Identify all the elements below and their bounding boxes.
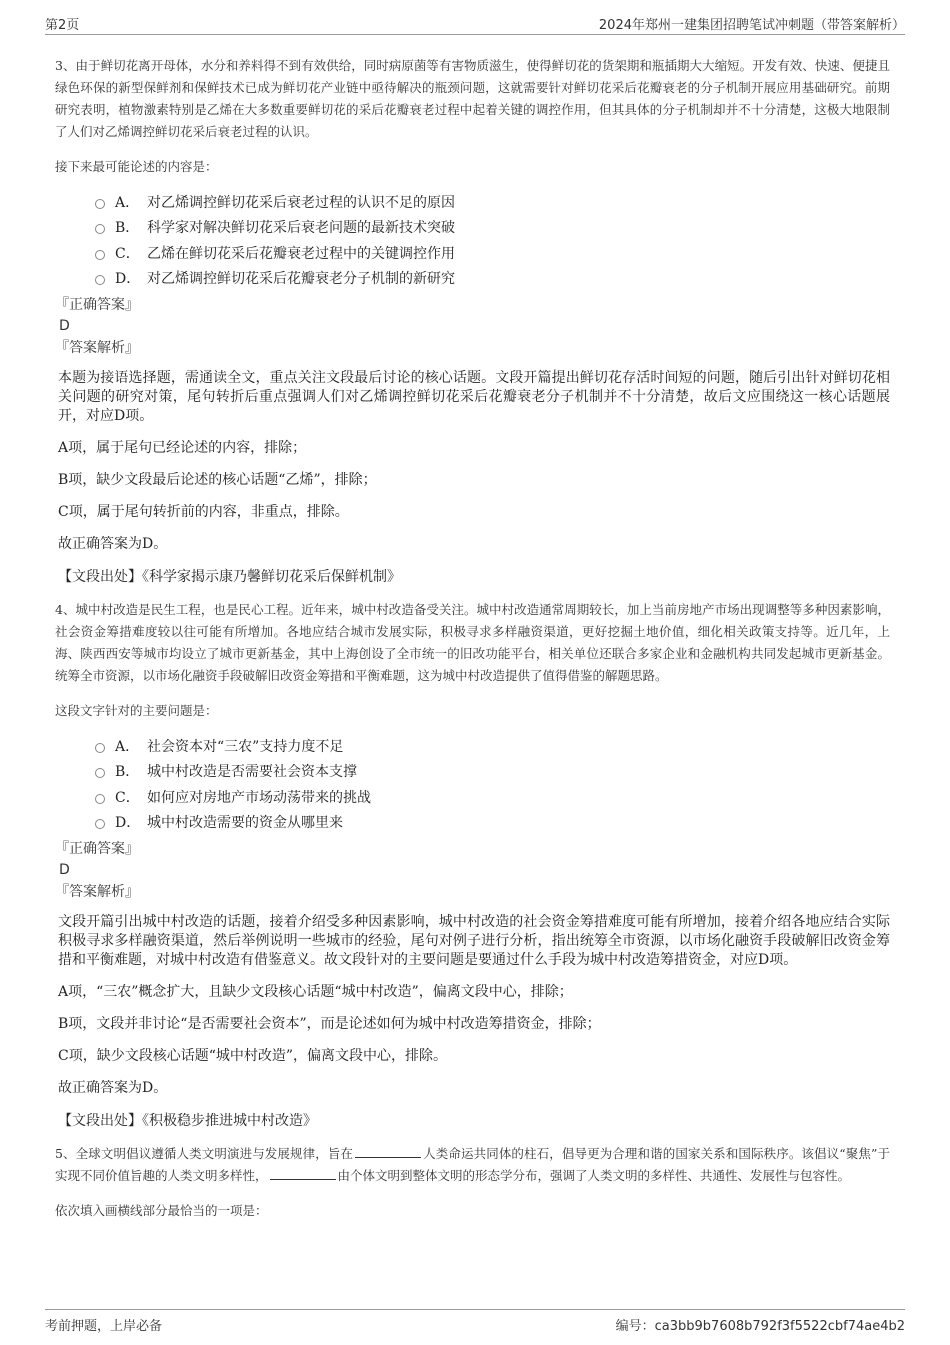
- option-a[interactable]: A． 对乙烯调控鲜切花采后衰老过程的认识不足的原因: [95, 189, 890, 215]
- analysis-paragraph: B项，缺少文段最后论述的核心话题“乙烯”，排除；: [58, 472, 377, 488]
- analysis-paragraph: B项，文段并非讨论“是否需要社会资本”，而是论述如何为城中村改造筹措资金，排除；: [58, 1016, 601, 1032]
- fill-blank-2: [270, 1165, 336, 1180]
- answer-analysis: [55, 369, 890, 554]
- analysis-paragraph: 本题为接语选择题，需通读全文，重点关注文段最后讨论的核心话题。文段开篇提出鲜切花存活时间短的问题，随后引出针对鲜切花相关问题的研究对策，尾句转折后重点强调人们对乙烯调控鲜切花采后花瓣衰老分子机制并不十分清楚，故后文应围绕这一核心话题展开，对应D项。: [58, 370, 890, 424]
- fill-blank-1: [355, 1143, 421, 1158]
- radio-icon[interactable]: [95, 275, 105, 285]
- question-stem: 5、全球文明倡议遵循人类文明演进与发展规律，旨在 人类命运共同体的柱石，倡导更为合理和谐的国家关系和国际秩序。该倡议“聚焦”于实现不同价值旨趣的人类文明多样性， 由个体文明到整体文明的形态学分布，强调了人类文明的多样性、共通性、发展性与包容性。: [55, 1143, 890, 1187]
- option-a[interactable]: A． 社会资本对“三农”支持力度不足: [95, 733, 890, 759]
- option-text: 乙烯在鲜切花采后花瓣衰老过程中的关键调控作用: [147, 245, 455, 262]
- option-list: [55, 733, 890, 835]
- radio-icon[interactable]: [95, 743, 105, 753]
- analysis-paragraph: C项，缺少文段核心话题“城中村改造”，偏离文段中心，排除。: [58, 1048, 448, 1064]
- answer-label: 『正确答案』: [55, 297, 139, 313]
- radio-icon[interactable]: [95, 794, 105, 804]
- text-source: 【文段出处】《积极稳步推进城中村改造》: [58, 1113, 317, 1129]
- answer-label: 『正确答案』: [55, 841, 139, 857]
- analysis-paragraph: 故正确答案为D。: [58, 536, 168, 552]
- page-footer: [45, 1309, 905, 1334]
- page-header: [45, 12, 905, 35]
- question-prompt: 这段文字针对的主要问题是：: [55, 703, 218, 718]
- analysis-paragraph: C项，属于尾句转折前的内容，非重点，排除。: [58, 504, 349, 520]
- option-b[interactable]: B． 科学家对解决鲜切花采后衰老问题的最新技术突破: [95, 215, 890, 241]
- radio-icon[interactable]: [95, 819, 105, 829]
- question-stem: 4、城中村改造是民生工程，也是民心工程。近年来，城中村改造备受关注。城中村改造通常周期较长，加上当前房地产市场出现调整等多种因素影响，社会资金筹措难度较以往可能有所增加。各地应结合城市发展实际，积极寻求多样融资渠道，更好挖掘土地价值，细化相关政策支持等。近几年，上海、陕西西安等城市均设立了城市更新基金，其中上海创设了全市统一的旧改功能平台，相关单位还联合多家企业和金融机构共同发起城市更新基金。统筹全市资源，以市场化融资手段破解旧改资金筹措和平衡难题，这为城中村改造提供了值得借鉴的解题思路。: [55, 602, 890, 683]
- answer-value: D: [59, 318, 70, 334]
- document-body: [55, 55, 890, 1233]
- option-c[interactable]: C． 乙烯在鲜切花采后花瓣衰老过程中的关键调控作用: [95, 240, 890, 266]
- document-title: 2024年郑州一建集团招聘笔试冲刺题（带答案解析）: [598, 18, 905, 33]
- analysis-label: 『答案解析』: [55, 340, 139, 356]
- analysis-label: 『答案解析』: [55, 884, 139, 900]
- option-d[interactable]: D． 城中村改造需要的资金从哪里来: [95, 810, 890, 836]
- question-prompt: 依次填入画横线部分最恰当的一项是：: [55, 1203, 268, 1218]
- document-id: 编号：ca3bb9b7608b792f3f5522cbf74ae4b2: [615, 1319, 905, 1334]
- option-text: 社会资本对“三农”支持力度不足: [147, 738, 344, 755]
- question-stem: 3、由于鲜切花离开母体，水分和养料得不到有效供给，同时病原菌等有害物质滋生，使得鲜切花的货架期和瓶插期大大缩短。开发有效、快速、便捷且绿色环保的新型保鲜剂和保鲜技术已成为鲜切花产业链中亟待解决的瓶颈问题，这就需要针对鲜切花采后花瓣衰老的分子机制开展应用基础研究。前期研究表明，植物激素特别是乙烯在大多数重要鲜切花的采后花瓣衰老过程中起着关键的调控作用，但其具体的分子机制却并不十分清楚，这极大地限制了人们对乙烯调控鲜切花采后衰老过程的认识。: [55, 58, 890, 139]
- analysis-paragraph: 故正确答案为D。: [58, 1080, 168, 1096]
- question-5: [55, 1143, 890, 1221]
- radio-icon[interactable]: [95, 224, 105, 234]
- option-c[interactable]: C． 如何应对房地产市场动荡带来的挑战: [95, 784, 890, 810]
- radio-icon[interactable]: [95, 768, 105, 778]
- option-list: [55, 189, 890, 291]
- answer-value: D: [59, 862, 70, 878]
- page-number: 第2页: [45, 18, 80, 33]
- analysis-paragraph: 文段开篇引出城中村改造的话题，接着介绍受多种因素影响，城中村改造的社会资金筹措难度可能有所增加，接着介绍各地应结合实际积极寻求多样融资渠道，然后举例说明一些城市的经验，尾句对例子进行分析，指出统筹全市资源，以市场化融资手段破解旧改资金筹措和平衡难题，对城中村改造有借鉴意义。故文段针对的主要问题是要通过什么手段为城中村改造筹措资金，对应D项。: [58, 914, 890, 968]
- radio-icon[interactable]: [95, 199, 105, 209]
- analysis-paragraph: A项，属于尾句已经论述的内容，排除；: [58, 440, 307, 456]
- option-text: 城中村改造是否需要社会资本支撑: [147, 764, 357, 781]
- answer-analysis: [55, 913, 890, 1098]
- text-source: 【文段出处】《科学家揭示康乃馨鲜切花采后保鲜机制》: [58, 569, 401, 585]
- option-text: 科学家对解决鲜切花采后衰老问题的最新技术突破: [147, 220, 455, 237]
- footer-slogan: 考前押题，上岸必备: [45, 1319, 163, 1334]
- option-text: 对乙烯调控鲜切花采后衰老过程的认识不足的原因: [147, 194, 455, 211]
- option-b[interactable]: B． 城中村改造是否需要社会资本支撑: [95, 759, 890, 785]
- option-text: 城中村改造需要的资金从哪里来: [147, 815, 343, 832]
- question-4: [55, 599, 890, 1131]
- question-prompt: 接下来最可能论述的内容是：: [55, 159, 218, 174]
- option-d[interactable]: D． 对乙烯调控鲜切花采后花瓣衰老分子机制的新研究: [95, 266, 890, 292]
- radio-icon[interactable]: [95, 250, 105, 260]
- question-3: [55, 55, 890, 587]
- option-text: 如何应对房地产市场动荡带来的挑战: [147, 789, 371, 806]
- option-text: 对乙烯调控鲜切花采后花瓣衰老分子机制的新研究: [147, 271, 455, 288]
- analysis-paragraph: A项，“三农”概念扩大，且缺少文段核心话题“城中村改造”，偏离文段中心，排除；: [58, 984, 573, 1000]
